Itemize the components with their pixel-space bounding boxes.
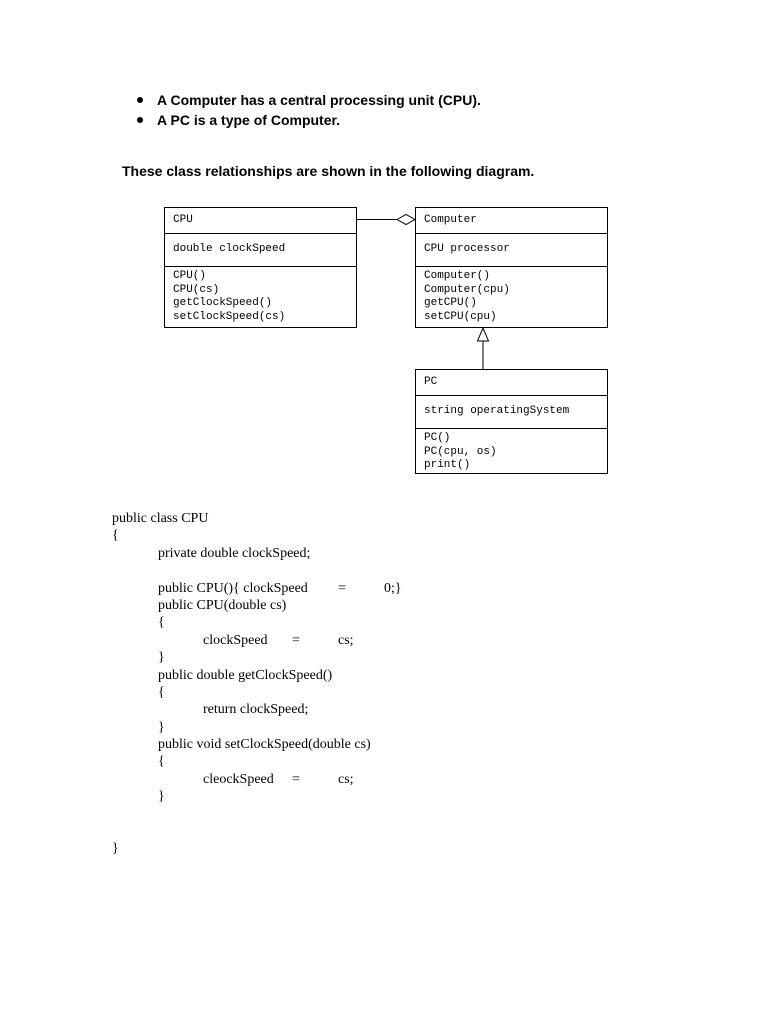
aggregation-diamond-icon — [397, 215, 415, 225]
class-attributes — [416, 395, 607, 428]
bullet-item: A PC is a type of Computer. — [134, 110, 481, 130]
code-token: cs; — [338, 771, 354, 787]
class-name: PC — [424, 376, 438, 388]
class-name: Computer — [424, 214, 477, 226]
code-token: } — [158, 650, 165, 666]
code-token: { — [158, 684, 165, 700]
inheritance-arrow-icon — [478, 328, 489, 341]
method: PC(cpu, os) — [424, 445, 497, 458]
code-token: public void setClockSpeed(double cs) — [158, 737, 371, 753]
code-token: = — [292, 632, 300, 648]
code-token: { — [112, 528, 119, 544]
attribute: string operatingSystem — [424, 405, 570, 417]
code-token: public double getClockSpeed() — [158, 667, 333, 683]
class-attributes — [416, 233, 607, 266]
method: getCPU() — [424, 297, 477, 309]
attribute: double clockSpeed — [173, 243, 286, 255]
code-token: { — [158, 615, 165, 631]
code-token: cs; — [338, 632, 354, 648]
code-token: clockSpeed — [203, 632, 268, 648]
method: setCPU(cpu) — [424, 310, 497, 323]
code-token: = — [292, 771, 300, 787]
code-token: public CPU(double cs) — [158, 597, 287, 613]
code-token: = — [338, 580, 346, 596]
class-attributes — [165, 233, 356, 266]
method: setClockSpeed(cs) — [173, 310, 286, 323]
bullet-item: A Computer has a central processing unit (CPU). — [134, 90, 481, 110]
uml-class-cpu — [164, 207, 357, 328]
code-token: private double clockSpeed; — [158, 545, 311, 561]
uml-class-computer — [415, 207, 608, 328]
code-token: return clockSpeed; — [203, 702, 309, 718]
method: CPU() — [173, 270, 207, 282]
method: PC() — [424, 432, 451, 444]
class-methods — [416, 266, 607, 324]
attribute: CPU processor — [424, 243, 510, 255]
code-token: public CPU(){ clockSpeed — [158, 580, 308, 596]
code-token: public class CPU — [112, 511, 209, 526]
class-name: CPU — [173, 214, 193, 226]
code-token: cleockSpeed — [203, 771, 274, 787]
code-token: } — [112, 841, 119, 857]
code-token: } — [158, 789, 165, 805]
class-methods — [416, 428, 607, 473]
uml-class-pc — [415, 369, 608, 474]
code-token: } — [158, 719, 165, 735]
code-token: 0;} — [384, 580, 402, 596]
method: CPU(cs) — [173, 283, 220, 296]
method: getClockSpeed() — [173, 297, 273, 309]
class-methods — [165, 266, 356, 324]
method: Computer(cpu) — [424, 283, 510, 296]
code-token: { — [158, 754, 165, 770]
method: Computer() — [424, 270, 491, 282]
intro-text: These class relationships are shown in the following diagram. — [122, 163, 535, 179]
method: print() — [424, 459, 471, 471]
